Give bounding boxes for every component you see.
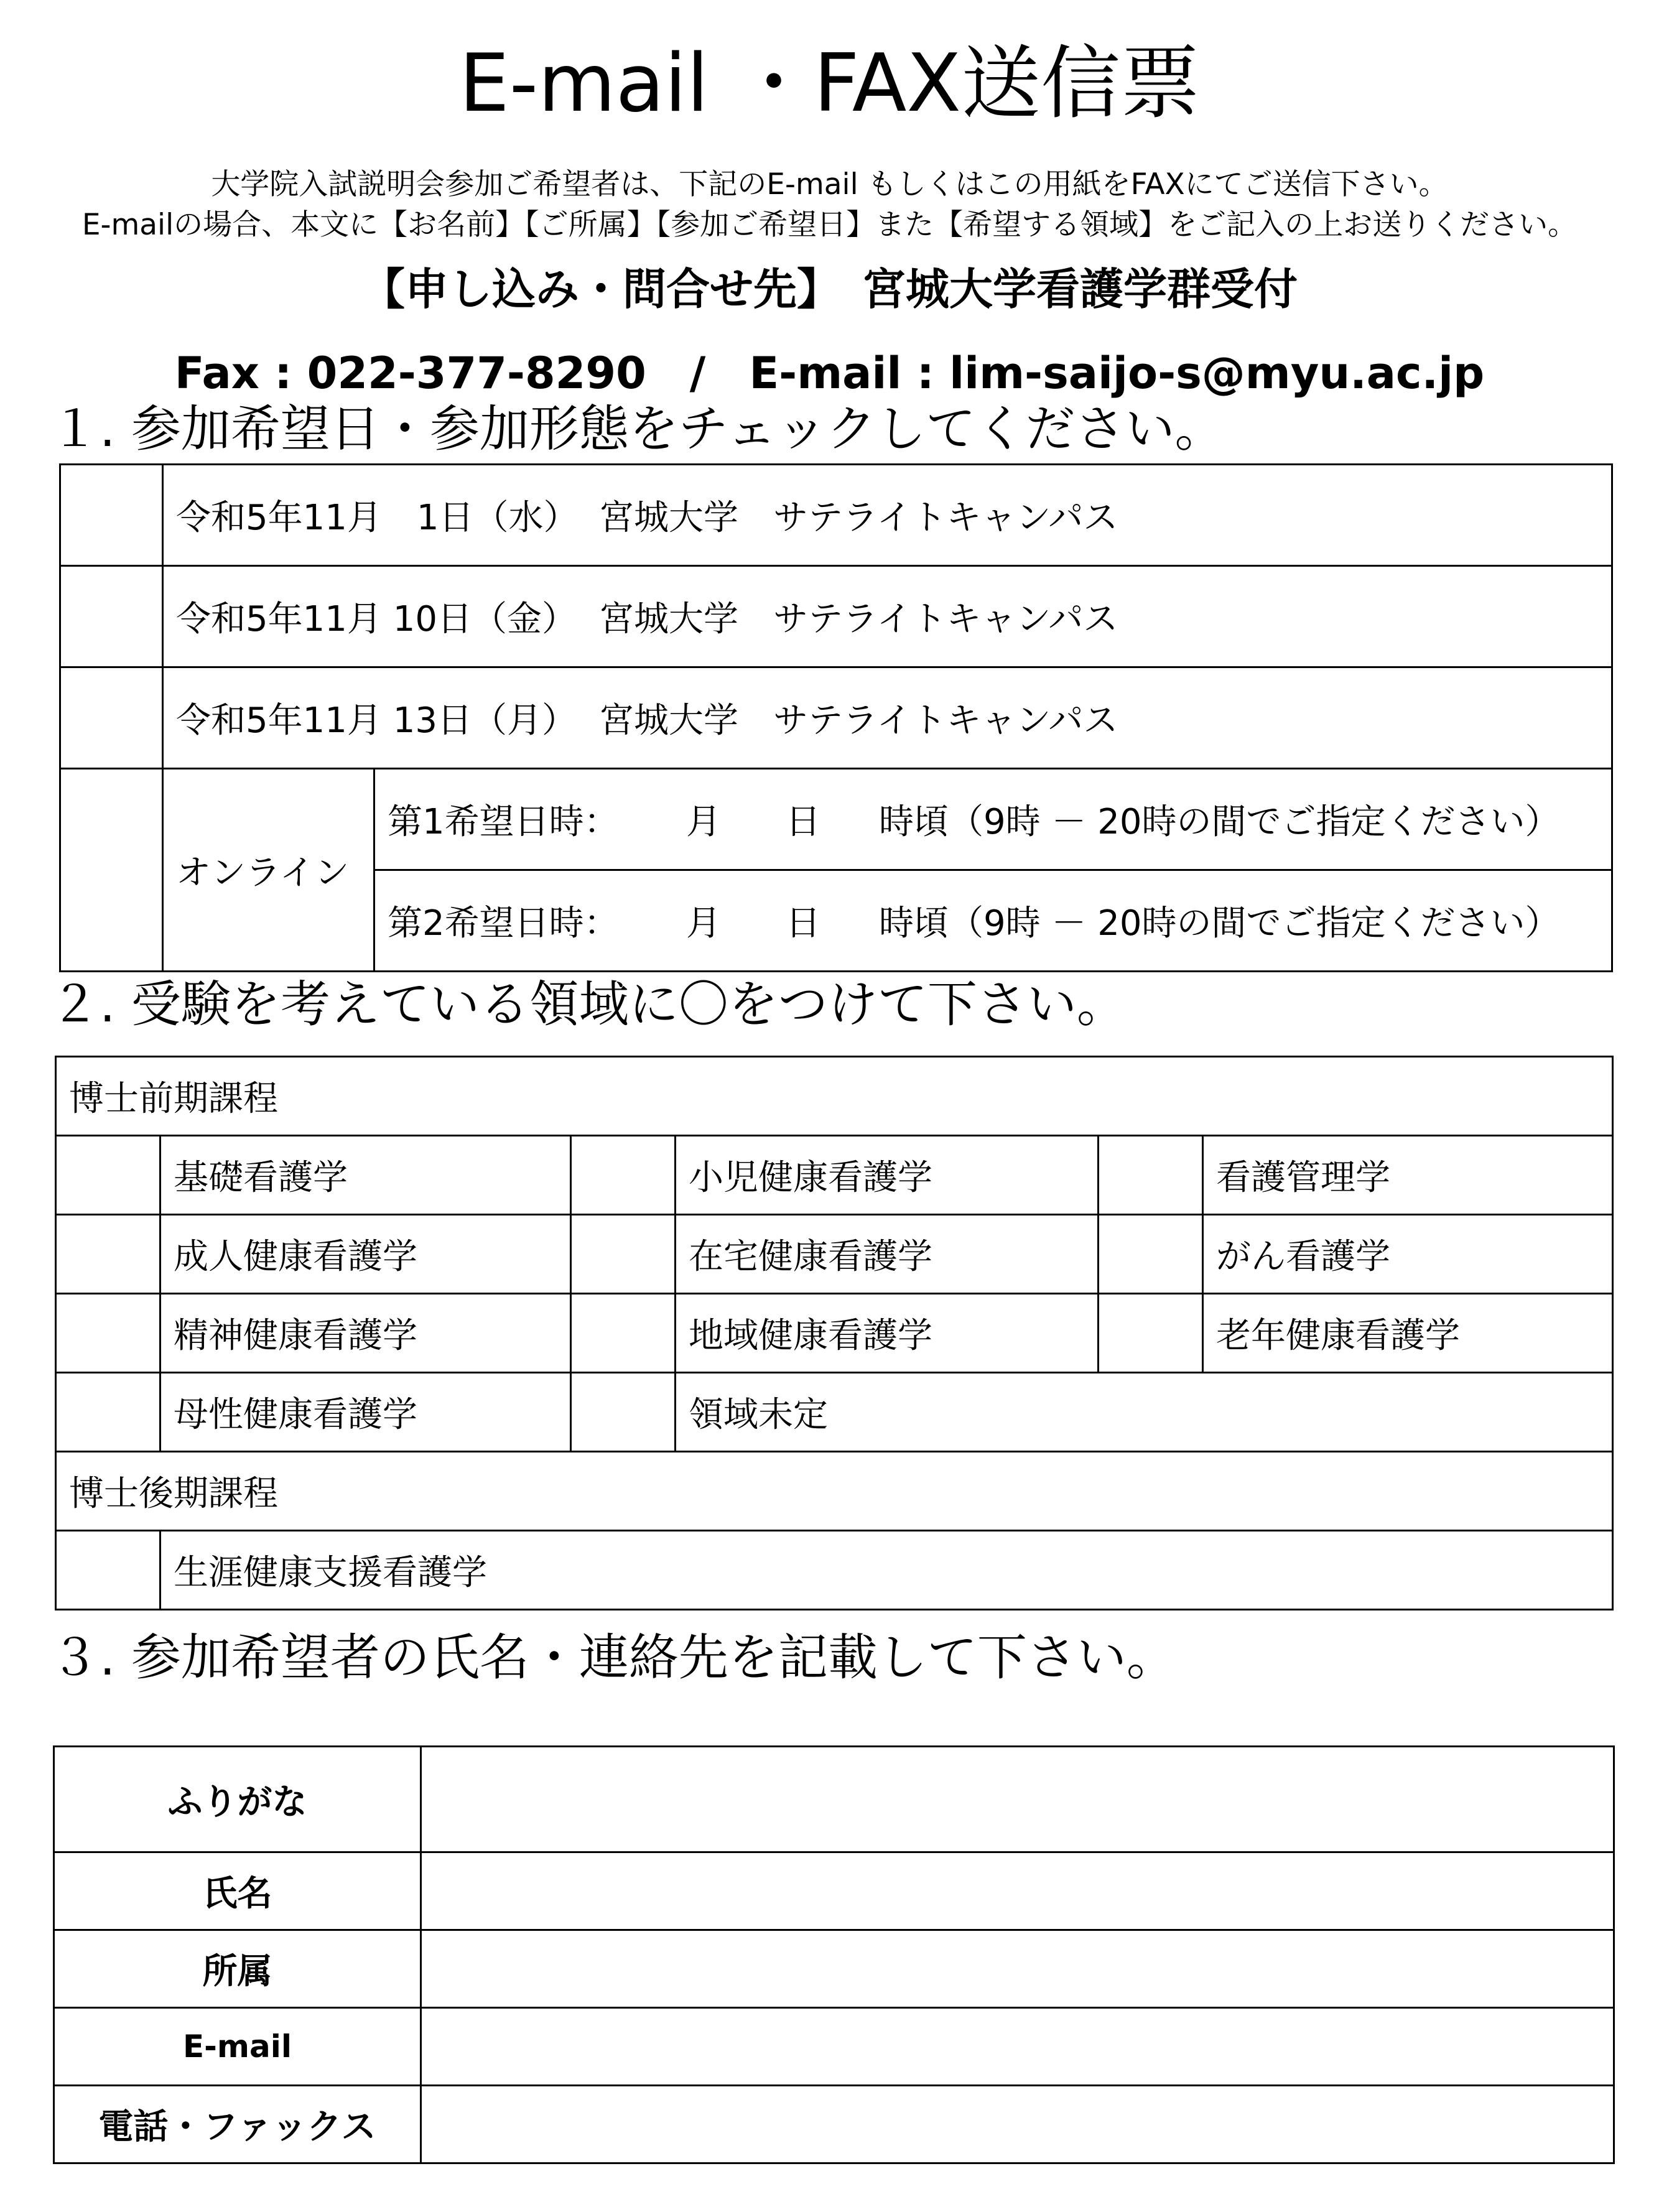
affiliation-input[interactable] <box>421 1930 1614 2008</box>
session-row <box>60 667 1612 769</box>
info-row <box>54 1852 1614 1930</box>
session-checkbox[interactable] <box>60 465 163 566</box>
slot-day: 日 <box>786 903 820 944</box>
field-mark-box[interactable] <box>56 1531 160 1610</box>
field-name: 精神健康看護学 <box>160 1294 571 1373</box>
field-mark-box[interactable] <box>571 1215 676 1294</box>
session-venue: 宮城大学 <box>599 599 738 639</box>
session-row <box>60 566 1612 667</box>
doctor-course-title: 博士後期課程 <box>56 1452 1613 1531</box>
session-cell <box>163 667 1612 769</box>
session-cell <box>163 465 1612 566</box>
email-label: E-mail <box>54 2008 421 2086</box>
name-input[interactable] <box>421 1852 1614 1930</box>
session-cell <box>163 566 1612 667</box>
session-date: 令和5年11月 13日（月） <box>176 700 577 741</box>
info-row <box>54 1930 1614 2008</box>
field-mark-box[interactable] <box>571 1373 676 1452</box>
slot-label: 第1希望日時： <box>388 802 619 842</box>
applicant-info-table <box>53 1745 1615 2164</box>
online-slot-cell[interactable] <box>374 769 1612 870</box>
session-date: 令和5年11月 10日（金） <box>176 599 577 639</box>
master-course-title: 博士前期課程 <box>56 1057 1613 1136</box>
field-row <box>56 1373 1613 1452</box>
field-name: 領域未定 <box>676 1373 1613 1452</box>
field-mark-box[interactable] <box>56 1373 160 1452</box>
field-mark-box[interactable] <box>571 1294 676 1373</box>
session-venue: 宮城大学 <box>599 498 738 538</box>
email-input[interactable] <box>421 2008 1614 2086</box>
field-mark-box[interactable] <box>571 1136 676 1215</box>
section1-heading: １. 参加希望日・参加形態をチェックしてください。 <box>50 400 1225 458</box>
session-venue: 宮城大学 <box>599 700 738 741</box>
session-date: 令和5年11月 1日（水） <box>176 498 579 538</box>
online-checkbox[interactable] <box>60 769 163 972</box>
furigana-input[interactable] <box>421 1747 1614 1852</box>
online-slot-row <box>60 769 1612 870</box>
info-row <box>54 2008 1614 2086</box>
phone-fax-input[interactable] <box>421 2086 1614 2163</box>
field-row <box>56 1215 1613 1294</box>
field-name: 成人健康看護学 <box>160 1215 571 1294</box>
field-row <box>56 1294 1613 1373</box>
session-campus: サテライトキャンパス <box>773 599 1118 639</box>
contact-fax-email: Fax : 022-377-8290 / E-mail : lim-saijo-s@myu.ac.jp <box>174 348 1485 399</box>
session-row <box>60 465 1612 566</box>
field-mark-box[interactable] <box>56 1294 160 1373</box>
field-name: 在宅健康看護学 <box>676 1215 1099 1294</box>
field-name: 小児健康看護学 <box>676 1136 1099 1215</box>
online-label: オンライン <box>163 769 374 972</box>
field-row <box>56 1531 1613 1610</box>
furigana-label: ふりがな <box>54 1747 421 1852</box>
info-row <box>54 1747 1614 1852</box>
section3-heading: ３. 参加希望者の氏名・連絡先を記載して下さい。 <box>50 1629 1176 1686</box>
slot-time-note: 時頃（9時 － 20時の間でご指定ください） <box>879 802 1560 842</box>
field-name: 看護管理学 <box>1203 1136 1613 1215</box>
contact-heading: 【申し込み・問合せ先】 宮城大学看護学群受付 <box>361 264 1298 315</box>
field-mark-box[interactable] <box>1099 1294 1203 1373</box>
session-campus: サテライトキャンパス <box>773 700 1118 741</box>
session-checkbox[interactable] <box>60 566 163 667</box>
field-mark-box[interactable] <box>56 1215 160 1294</box>
field-name: 老年健康看護学 <box>1203 1294 1613 1373</box>
field-name: がん看護学 <box>1203 1215 1613 1294</box>
field-mark-box[interactable] <box>56 1136 160 1215</box>
slot-time-note: 時頃（9時 － 20時の間でご指定ください） <box>879 903 1560 944</box>
field-row <box>56 1136 1613 1215</box>
section2-heading: ２. 受験を考えている領域に〇をつけて下さい。 <box>50 975 1127 1033</box>
slot-month: 月 <box>686 802 721 842</box>
schedule-table <box>59 463 1613 972</box>
online-slot-cell[interactable] <box>374 870 1612 972</box>
field-mark-box[interactable] <box>1099 1215 1203 1294</box>
affiliation-label: 所属 <box>54 1930 421 2008</box>
page-title: E-mail ・FAX送信票 <box>458 37 1201 130</box>
slot-month: 月 <box>686 903 721 944</box>
course-title-row <box>56 1057 1613 1136</box>
phone-fax-label: 電話・ファックス <box>54 2086 421 2163</box>
course-title-row <box>56 1452 1613 1531</box>
field-selection-table <box>55 1056 1614 1610</box>
name-label: 氏名 <box>54 1852 421 1930</box>
slot-label: 第2希望日時： <box>388 903 619 944</box>
slot-day: 日 <box>786 802 820 842</box>
intro-line-2: E-mailの場合、本文に【お名前】【ご所属】【参加ご希望日】また【希望する領域】をご記入の上お送りください。 <box>81 208 1578 242</box>
field-name: 基礎看護学 <box>160 1136 571 1215</box>
intro-line-1: 大学院入試説明会参加ご希望者は、下記のE-mail もしくはこの用紙をFAXにてご送信下さい。 <box>211 167 1448 202</box>
field-mark-box[interactable] <box>1099 1136 1203 1215</box>
session-campus: サテライトキャンパス <box>773 498 1118 538</box>
field-name: 地域健康看護学 <box>676 1294 1099 1373</box>
session-checkbox[interactable] <box>60 667 163 769</box>
info-row <box>54 2086 1614 2163</box>
field-name: 生涯健康支援看護学 <box>160 1531 1613 1610</box>
field-name: 母性健康看護学 <box>160 1373 571 1452</box>
